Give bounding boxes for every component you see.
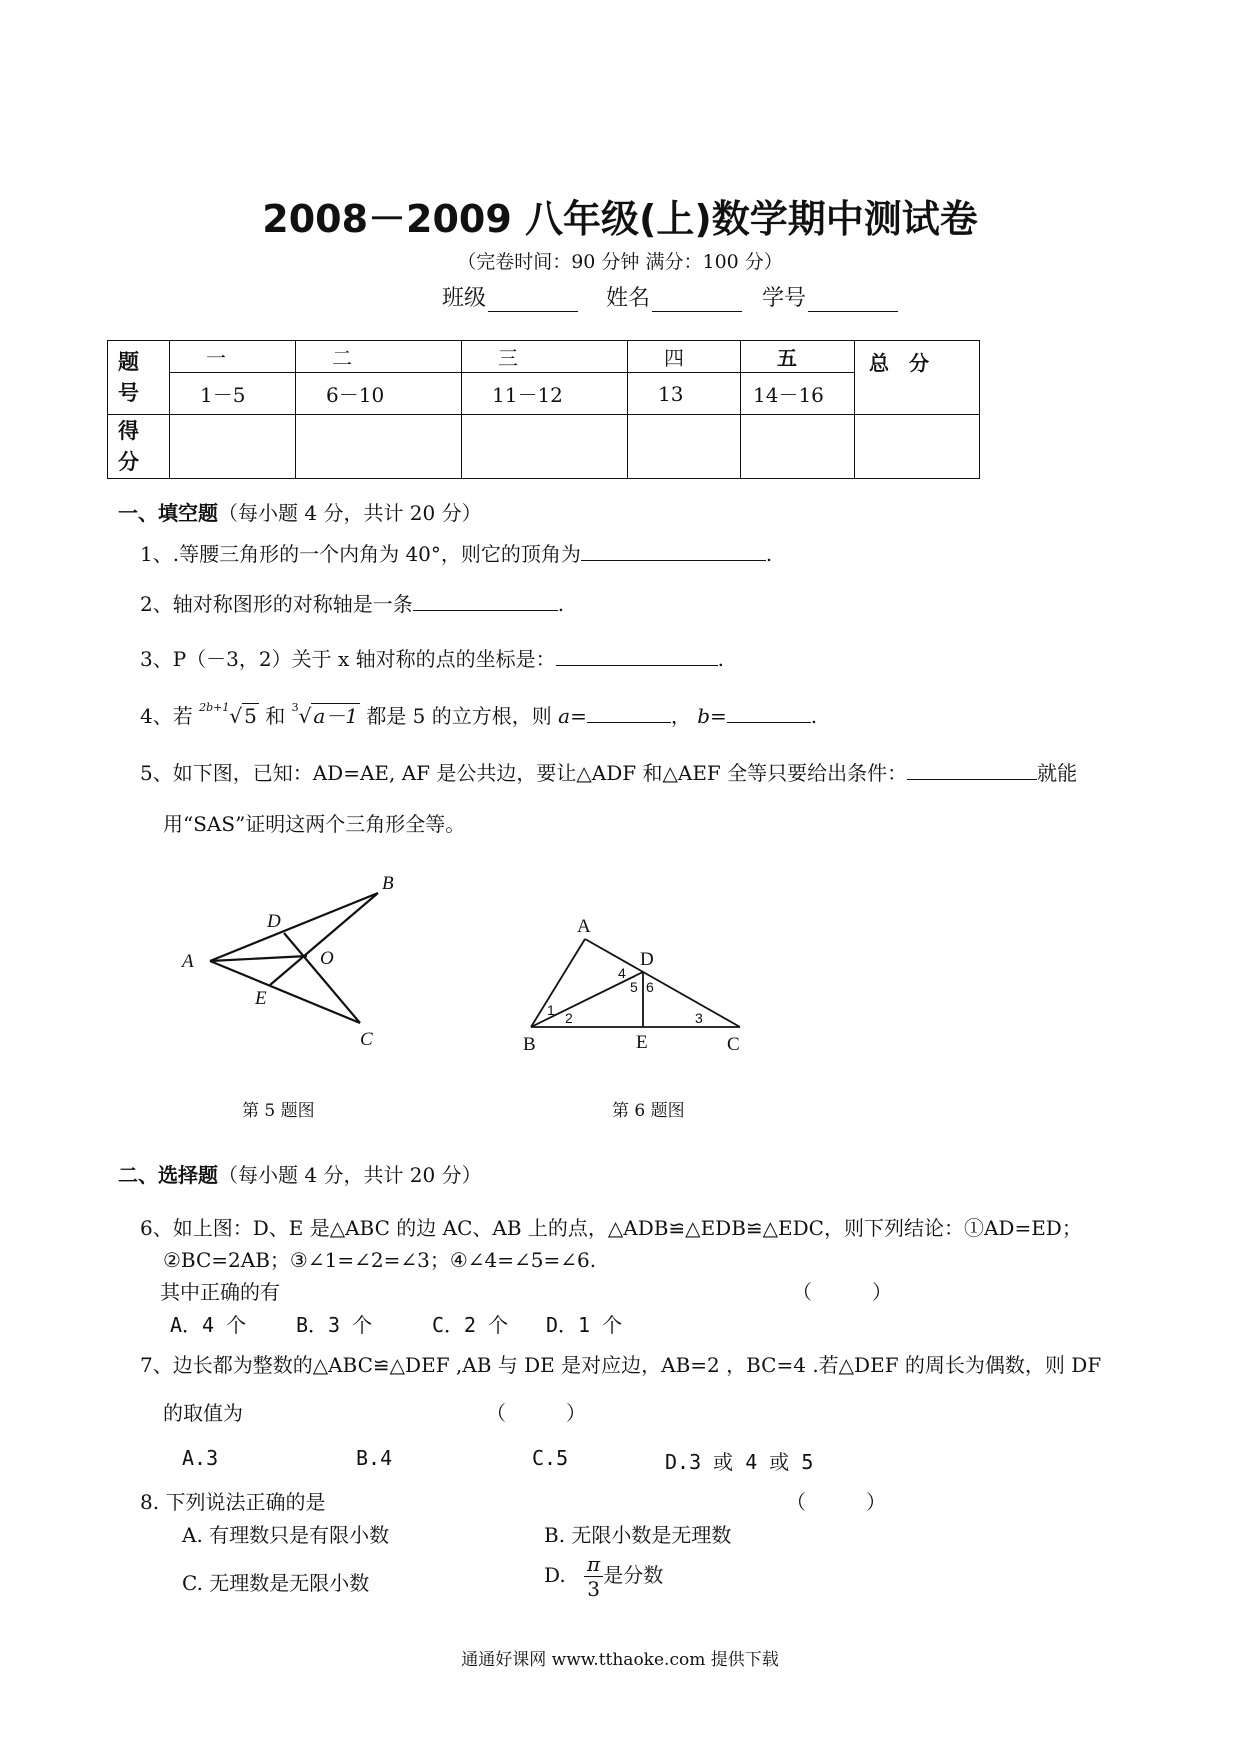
- fig6-label-a: A: [577, 916, 591, 937]
- q8-option-a: A. 有理数只是有限小数: [182, 1523, 390, 1547]
- figure-5-caption: 第 5 题图: [242, 1101, 315, 1121]
- page-footer: 通通好课网 www.tthaoke.com 提供下载: [461, 1650, 779, 1670]
- section-2-heading: 二、选择题（每小题 4 分，共计 20 分）: [118, 1163, 482, 1187]
- answer-blank: [587, 702, 671, 723]
- q7-option-c: C.5: [532, 1446, 569, 1470]
- question-7-bracket: （ ）: [486, 1401, 586, 1425]
- fig6-label-d: D: [640, 949, 654, 970]
- answer-blank: [907, 759, 1037, 780]
- answer-blank: [727, 702, 811, 723]
- fig5-label-c: C: [360, 1029, 373, 1050]
- score-cell: [170, 415, 296, 479]
- section-1-heading: 一、填空题（每小题 4 分，共计 20 分）: [118, 501, 482, 525]
- q6-option-a: A．4 个: [170, 1313, 247, 1337]
- fig6-angle-6: 6: [646, 979, 654, 995]
- name-blank: [652, 289, 742, 312]
- figure-6-caption: 第 6 题图: [612, 1101, 685, 1121]
- fig6-angle-1: 1: [547, 1002, 555, 1018]
- question-8-bracket: （ ）: [786, 1490, 886, 1514]
- question-6-line-3: 其中正确的有: [160, 1280, 280, 1304]
- question-6-bracket: （ ）: [792, 1280, 892, 1304]
- range-cell: 13: [628, 373, 741, 415]
- name-field: [606, 281, 742, 312]
- fig5-line-AO: [210, 956, 307, 961]
- question-3: 3、P（－3，2）关于 x 轴对称的点的坐标是： .: [140, 647, 724, 671]
- fig6-angle-5: 5: [630, 979, 638, 995]
- answer-blank: [581, 540, 766, 561]
- fig6-angle-4: 4: [618, 965, 626, 981]
- row-label-question: 题号: [108, 341, 170, 415]
- question-5: 5、如下图，已知：AD=AE, AF 是公共边，要让△ADF 和△AEF 全等只要给出条件： 就能: [140, 761, 1078, 785]
- class-label: 班级: [442, 286, 487, 311]
- q7-option-b: B.4: [356, 1446, 393, 1470]
- fig5-label-d: D: [267, 911, 281, 932]
- answer-blank: [413, 590, 558, 611]
- q7-option-d: D.3 或 4 或 5: [665, 1450, 814, 1474]
- fig6-label-b: B: [523, 1034, 536, 1055]
- radical-icon: √: [298, 704, 312, 728]
- question-8: 8. 下列说法正确的是: [140, 1490, 326, 1514]
- fig5-label-a: A: [182, 951, 194, 972]
- question-6-line-2: ②BC=2AB；③∠1=∠2=∠3；④∠4=∠5=∠6.: [163, 1248, 597, 1272]
- fig6-angle-2: 2: [565, 1010, 573, 1026]
- answer-blank: [556, 645, 718, 666]
- range-cell: 1－5: [170, 373, 296, 415]
- radical-icon: √: [229, 704, 243, 728]
- id-blank: [808, 289, 898, 312]
- fig6-angle-3: 3: [695, 1010, 703, 1026]
- question-7-line-1: 7、边长都为整数的△ABC≌△DEF ,AB 与 DE 是对应边，AB=2 ，BC=4 .若△DEF 的周长为偶数，则 DF: [140, 1353, 1102, 1377]
- radicand-2: a－1: [313, 704, 358, 728]
- section-cell: 一: [170, 341, 296, 373]
- question-6-line-1: 6、如上图：D、E 是△ABC 的边 AC、AB 上的点，△ADB≌△EDB≌△EDC，则下列结论：①AD=ED；: [140, 1216, 1082, 1240]
- fig5-label-e: E: [255, 988, 267, 1009]
- score-cell: [462, 415, 628, 479]
- class-field: [442, 281, 578, 312]
- page-title: 2008－2009 八年级(上)数学期中测试卷: [262, 197, 978, 241]
- name-label: 姓名: [606, 286, 651, 311]
- figure-5: [160, 855, 420, 1070]
- question-5-continued: 用“SAS”证明这两个三角形全等。: [163, 812, 466, 836]
- fig5-label-o: O: [320, 948, 334, 969]
- exam-meta: （完卷时间：90 分钟 满分：100 分）: [457, 251, 783, 273]
- q7-option-a: A.3: [182, 1446, 219, 1470]
- root-index-1: 2b+1: [199, 701, 230, 714]
- row-label-score: 得分: [108, 415, 170, 479]
- question-4: 4、若 $^{2b+1}$√ 5 和 $^3$√ a－1 都是 5 的立方根，则 a= ， b= .: [140, 701, 818, 728]
- section-cell: 二: [296, 341, 462, 373]
- section-cell: 四: [628, 341, 741, 373]
- fig5-line-DC: [284, 933, 360, 1023]
- fig5-line-AC: [210, 961, 360, 1023]
- fig6-label-c: C: [727, 1034, 740, 1055]
- id-field: [762, 281, 898, 312]
- fig5-label-b: B: [382, 873, 394, 894]
- section-cell: 五: [741, 341, 855, 373]
- id-label: 学号: [762, 286, 807, 311]
- figure-6: [515, 905, 755, 1055]
- class-blank: [488, 289, 578, 312]
- fig5-line-AB: [210, 893, 378, 961]
- question-2: 2、轴对称图形的对称轴是一条 .: [140, 592, 565, 616]
- fig6-line-AC: [585, 939, 740, 1027]
- radicand-1: 5: [244, 704, 257, 728]
- section-cell: 三: [462, 341, 628, 373]
- q8-option-c: C. 无理数是无限小数: [182, 1571, 370, 1595]
- total-header: 总 分: [855, 341, 980, 415]
- var-a: a: [558, 704, 571, 728]
- q6-option-c: C．2 个: [432, 1313, 509, 1337]
- q6-option-b: B．3 个: [296, 1313, 373, 1337]
- range-cell: 11－12: [462, 373, 628, 415]
- score-cell: [741, 415, 855, 479]
- score-cell: [296, 415, 462, 479]
- root-index-2: 3: [291, 701, 299, 714]
- fig5-line-EB: [270, 893, 378, 985]
- question-1: 1、.等腰三角形的一个内角为 40°，则它的顶角为 .: [140, 542, 773, 566]
- score-cell: [855, 415, 980, 479]
- pi-over-3-fraction: $\frac{\pi}{3}$: [584, 1552, 603, 1601]
- score-table: [107, 340, 980, 479]
- var-b: b: [697, 704, 711, 728]
- q8-option-d: D. $\frac{\pi}{3}$是分数: [544, 1552, 664, 1601]
- fig6-label-e: E: [636, 1032, 648, 1053]
- q6-option-d: D．1 个: [546, 1313, 623, 1337]
- score-cell: [628, 415, 741, 479]
- q8-option-b: B. 无限小数是无理数: [544, 1523, 732, 1547]
- range-cell: 6－10: [296, 373, 462, 415]
- range-cell: 14－16: [741, 373, 855, 415]
- question-7-line-2: 的取值为: [163, 1401, 243, 1425]
